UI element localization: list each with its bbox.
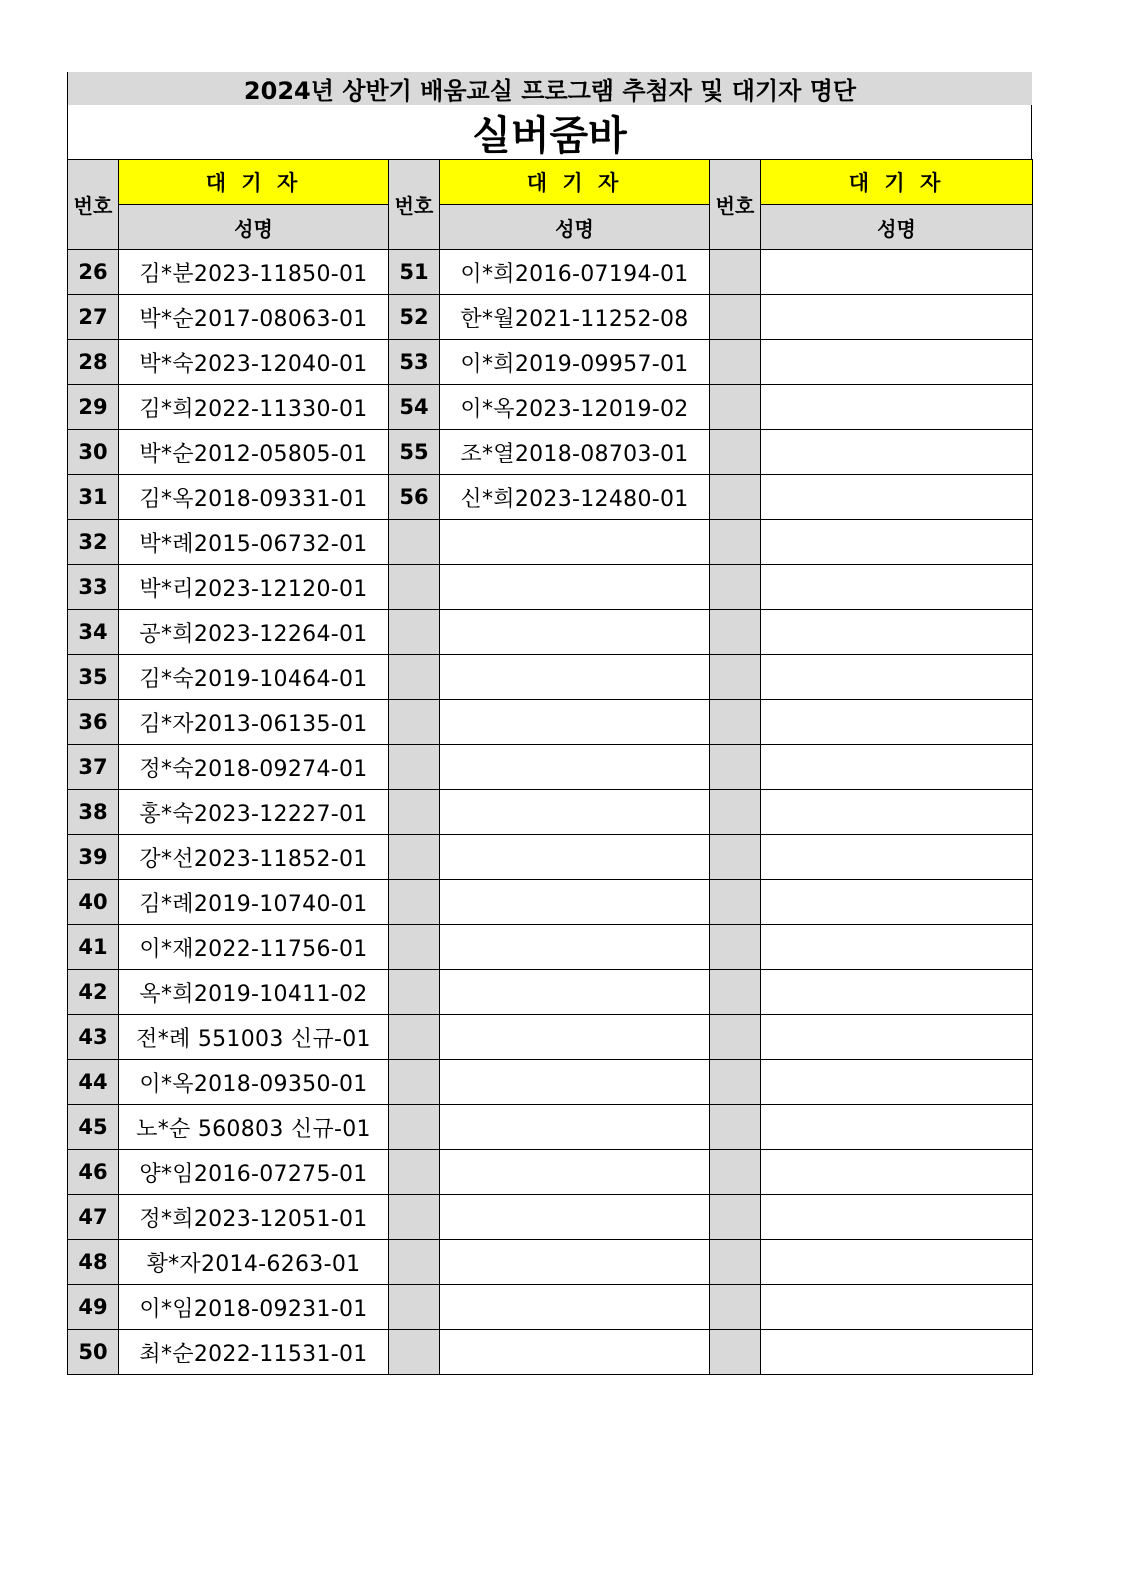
applicant-name — [761, 1240, 1033, 1285]
name-header: 성명 — [440, 205, 710, 250]
applicant-name: 박*숙2023-12040-01 — [119, 340, 389, 385]
applicant-name: 이*임2018-09231-01 — [119, 1285, 389, 1330]
table-row — [68, 1195, 1033, 1240]
applicant-name — [761, 970, 1033, 1015]
applicant-name: 강*선2023-11852-01 — [119, 835, 389, 880]
row-number: 55 — [389, 430, 440, 475]
row-number — [710, 385, 761, 430]
row-number: 30 — [68, 430, 119, 475]
row-number: 38 — [68, 790, 119, 835]
row-number — [710, 520, 761, 565]
table-row — [68, 1240, 1033, 1285]
row-number — [389, 1105, 440, 1150]
applicant-name — [440, 745, 710, 790]
row-number — [389, 835, 440, 880]
applicant-name — [440, 925, 710, 970]
row-number: 37 — [68, 745, 119, 790]
row-number — [710, 250, 761, 295]
applicant-name: 노*순 560803 신규-01 — [119, 1105, 389, 1150]
row-number: 56 — [389, 475, 440, 520]
applicant-name — [761, 1150, 1033, 1195]
table-row — [68, 475, 1033, 520]
row-number: 47 — [68, 1195, 119, 1240]
table-row — [68, 880, 1033, 925]
header-row-group — [68, 160, 1033, 205]
row-number: 42 — [68, 970, 119, 1015]
applicant-name: 조*열2018-08703-01 — [440, 430, 710, 475]
row-number — [710, 565, 761, 610]
table-row — [68, 610, 1033, 655]
row-number: 31 — [68, 475, 119, 520]
row-number — [389, 1015, 440, 1060]
applicant-name — [761, 655, 1033, 700]
row-number: 52 — [389, 295, 440, 340]
row-number — [710, 790, 761, 835]
table-row — [68, 1105, 1033, 1150]
applicant-name: 김*숙2019-10464-01 — [119, 655, 389, 700]
row-number — [389, 1285, 440, 1330]
applicant-name: 공*희2023-12264-01 — [119, 610, 389, 655]
name-header: 성명 — [761, 205, 1033, 250]
table-row — [68, 520, 1033, 565]
table-row — [68, 970, 1033, 1015]
applicant-name — [761, 1330, 1033, 1375]
applicant-name — [440, 835, 710, 880]
row-number: 41 — [68, 925, 119, 970]
program-title: 실버줌바 — [67, 105, 1032, 159]
row-number: 43 — [68, 1015, 119, 1060]
table-row — [68, 1330, 1033, 1375]
row-number — [710, 1285, 761, 1330]
row-number — [710, 1105, 761, 1150]
applicant-name: 양*임2016-07275-01 — [119, 1150, 389, 1195]
row-number — [389, 1195, 440, 1240]
applicant-name — [761, 520, 1033, 565]
applicant-name — [440, 970, 710, 1015]
row-number — [389, 520, 440, 565]
row-number: 45 — [68, 1105, 119, 1150]
row-number — [710, 1060, 761, 1105]
applicant-name — [761, 1195, 1033, 1240]
table-row — [68, 340, 1033, 385]
row-number — [710, 430, 761, 475]
applicant-name — [761, 610, 1033, 655]
applicant-name — [761, 880, 1033, 925]
table-row — [68, 790, 1033, 835]
row-number — [710, 1150, 761, 1195]
row-number: 44 — [68, 1060, 119, 1105]
row-number: 40 — [68, 880, 119, 925]
waitlist-header: 대 기 자 — [761, 160, 1033, 205]
row-number — [710, 700, 761, 745]
row-number — [389, 970, 440, 1015]
row-number — [389, 745, 440, 790]
table-row — [68, 835, 1033, 880]
waitlist-header: 대 기 자 — [440, 160, 710, 205]
applicant-name — [761, 1105, 1033, 1150]
applicant-name — [440, 610, 710, 655]
number-header: 번호 — [68, 160, 119, 250]
row-number — [389, 925, 440, 970]
applicant-name: 황*자2014-6263-01 — [119, 1240, 389, 1285]
applicant-name: 홍*숙2023-12227-01 — [119, 790, 389, 835]
row-number: 51 — [389, 250, 440, 295]
table-row — [68, 1150, 1033, 1195]
row-number: 26 — [68, 250, 119, 295]
table-row — [68, 1060, 1033, 1105]
row-number — [389, 700, 440, 745]
table-row — [68, 430, 1033, 475]
table-row — [68, 385, 1033, 430]
applicant-name — [440, 1150, 710, 1195]
applicant-name: 이*옥2018-09350-01 — [119, 1060, 389, 1105]
row-number: 29 — [68, 385, 119, 430]
applicant-name: 박*례2015-06732-01 — [119, 520, 389, 565]
row-number — [389, 610, 440, 655]
applicant-name — [440, 1195, 710, 1240]
row-number — [710, 475, 761, 520]
row-number: 36 — [68, 700, 119, 745]
row-number — [710, 1240, 761, 1285]
row-number — [710, 970, 761, 1015]
applicant-name: 최*순2022-11531-01 — [119, 1330, 389, 1375]
applicant-name — [761, 1060, 1033, 1105]
applicant-name — [761, 790, 1033, 835]
row-number: 27 — [68, 295, 119, 340]
table-row — [68, 565, 1033, 610]
applicant-name — [440, 1060, 710, 1105]
applicant-name: 이*희2016-07194-01 — [440, 250, 710, 295]
applicant-name — [761, 700, 1033, 745]
row-number — [710, 880, 761, 925]
waitlist-header: 대 기 자 — [119, 160, 389, 205]
row-number — [389, 1330, 440, 1375]
row-number — [389, 565, 440, 610]
waitlist-table — [67, 159, 1033, 1375]
row-number — [710, 1330, 761, 1375]
waitlist-sheet — [67, 72, 1032, 1375]
row-number — [710, 835, 761, 880]
applicant-name: 이*재2022-11756-01 — [119, 925, 389, 970]
row-number — [389, 1060, 440, 1105]
applicant-name: 김*분2023-11850-01 — [119, 250, 389, 295]
row-number — [389, 1240, 440, 1285]
applicant-name: 이*희2019-09957-01 — [440, 340, 710, 385]
row-number: 39 — [68, 835, 119, 880]
row-number: 54 — [389, 385, 440, 430]
row-number — [710, 1015, 761, 1060]
table-row — [68, 745, 1033, 790]
applicant-name: 정*숙2018-09274-01 — [119, 745, 389, 790]
row-number — [389, 790, 440, 835]
applicant-name — [761, 340, 1033, 385]
row-number: 28 — [68, 340, 119, 385]
document-title: 2024년 상반기 배움교실 프로그램 추첨자 및 대기자 명단 — [67, 72, 1032, 105]
row-number — [710, 925, 761, 970]
table-row — [68, 655, 1033, 700]
applicant-name — [440, 880, 710, 925]
table-row — [68, 295, 1033, 340]
applicant-name: 전*례 551003 신규-01 — [119, 1015, 389, 1060]
row-number — [389, 880, 440, 925]
applicant-name: 박*리2023-12120-01 — [119, 565, 389, 610]
applicant-name — [761, 385, 1033, 430]
applicant-name — [761, 1285, 1033, 1330]
applicant-name — [440, 1330, 710, 1375]
name-header: 성명 — [119, 205, 389, 250]
applicant-name — [761, 295, 1033, 340]
row-number: 48 — [68, 1240, 119, 1285]
applicant-name: 박*순2012-05805-01 — [119, 430, 389, 475]
applicant-name — [440, 1285, 710, 1330]
row-number — [710, 1195, 761, 1240]
row-number: 53 — [389, 340, 440, 385]
row-number: 33 — [68, 565, 119, 610]
number-header: 번호 — [710, 160, 761, 250]
applicant-name — [761, 430, 1033, 475]
table-row — [68, 1015, 1033, 1060]
row-number: 49 — [68, 1285, 119, 1330]
row-number: 34 — [68, 610, 119, 655]
applicant-name — [761, 925, 1033, 970]
applicant-name: 이*옥2023-12019-02 — [440, 385, 710, 430]
applicant-name — [440, 1240, 710, 1285]
applicant-name — [761, 835, 1033, 880]
row-number — [710, 745, 761, 790]
applicant-name: 김*옥2018-09331-01 — [119, 475, 389, 520]
row-number: 46 — [68, 1150, 119, 1195]
row-number: 35 — [68, 655, 119, 700]
applicant-name: 한*월2021-11252-08 — [440, 295, 710, 340]
row-number — [389, 1150, 440, 1195]
applicant-name: 옥*희2019-10411-02 — [119, 970, 389, 1015]
applicant-name — [761, 1015, 1033, 1060]
applicant-name — [761, 475, 1033, 520]
number-header: 번호 — [389, 160, 440, 250]
table-row — [68, 925, 1033, 970]
applicant-name — [440, 700, 710, 745]
applicant-name — [761, 745, 1033, 790]
applicant-name — [440, 1015, 710, 1060]
applicant-name: 박*순2017-08063-01 — [119, 295, 389, 340]
applicant-name — [440, 1105, 710, 1150]
applicant-name: 김*례2019-10740-01 — [119, 880, 389, 925]
applicant-name — [440, 565, 710, 610]
applicant-name: 신*희2023-12480-01 — [440, 475, 710, 520]
row-number — [710, 295, 761, 340]
applicant-name — [761, 565, 1033, 610]
row-number — [710, 655, 761, 700]
applicant-name — [440, 790, 710, 835]
header-row-name — [68, 205, 1033, 250]
table-row — [68, 1285, 1033, 1330]
applicant-name — [440, 655, 710, 700]
row-number — [710, 340, 761, 385]
row-number — [389, 655, 440, 700]
applicant-name: 정*희2023-12051-01 — [119, 1195, 389, 1240]
applicant-name: 김*희2022-11330-01 — [119, 385, 389, 430]
applicant-name — [440, 520, 710, 565]
row-number — [710, 610, 761, 655]
row-number: 32 — [68, 520, 119, 565]
table-row — [68, 250, 1033, 295]
table-row — [68, 700, 1033, 745]
applicant-name — [761, 250, 1033, 295]
applicant-name: 김*자2013-06135-01 — [119, 700, 389, 745]
row-number: 50 — [68, 1330, 119, 1375]
